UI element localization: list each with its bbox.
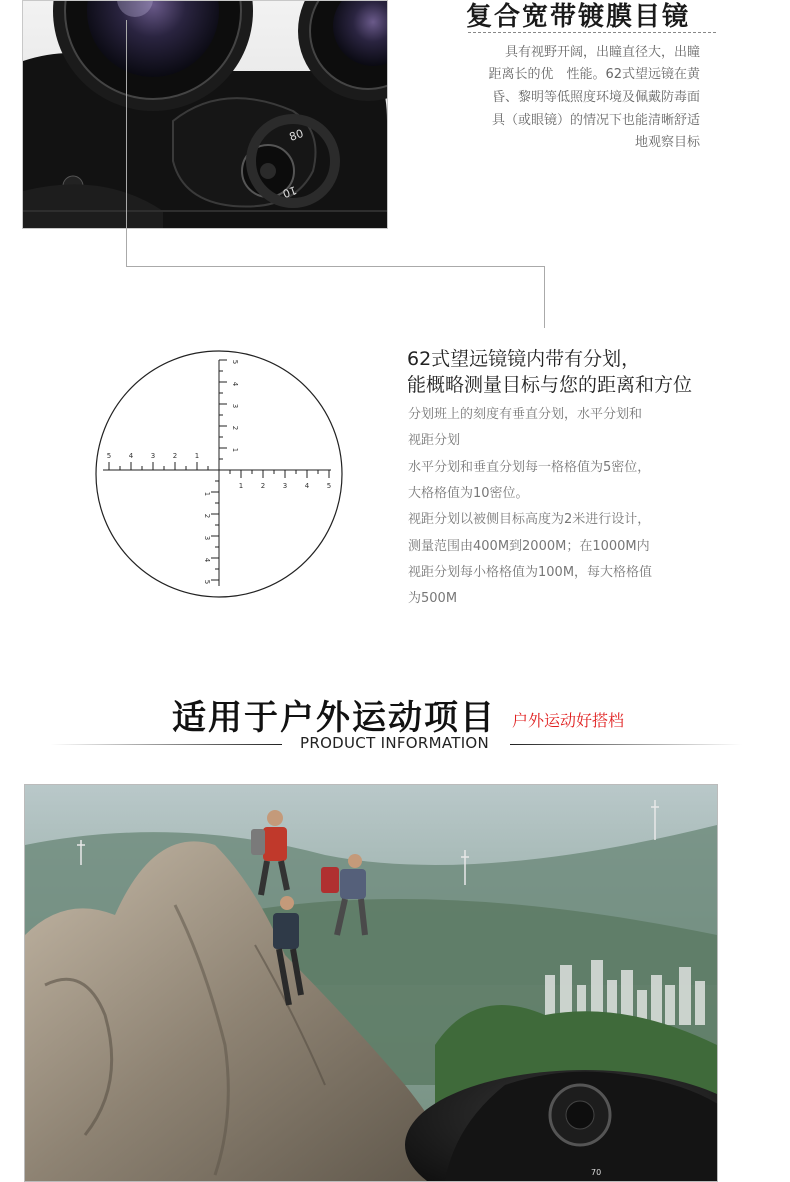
reticle-scale-label: 2 <box>231 425 239 431</box>
hikers-climbing-photo <box>24 784 718 1182</box>
reticle-scale-label: 3 <box>231 403 239 409</box>
connector-line <box>126 266 545 267</box>
connector-line <box>544 266 545 328</box>
reticle-scale-label: 1 <box>203 491 211 497</box>
reticle-scale-label: 4 <box>203 557 211 563</box>
reticle-scale-label: 1 <box>194 452 200 460</box>
reticle-scale-label: 1 <box>231 447 239 453</box>
coating-text-line: 地观察目标 <box>634 135 700 150</box>
reticle-text-line: 大格格值为10密位。 <box>408 486 529 501</box>
outdoor-section-title: 适用于户外运动项目 <box>172 698 496 738</box>
reticle-scale-label: 5 <box>203 579 211 585</box>
dial-number-10: 10 <box>280 183 299 201</box>
reticle-text-line: 分划班上的刻度有垂直分划，水平分划和 <box>408 407 643 422</box>
coating-text-line: 具有视野开阔，出瞳直径大，出瞳 <box>504 45 700 60</box>
connector-line <box>126 20 127 266</box>
coating-text-line: 距离长的优 性能。62式望远镜在黄 <box>488 67 700 82</box>
reticle-scale-label: 2 <box>172 452 178 460</box>
reticle-text-line: 视距分划 <box>408 433 461 448</box>
product-information-label: PRODUCT INFORMATION <box>300 734 490 752</box>
reticle-scale-label: 4 <box>304 482 310 490</box>
reticle-scale-label: 2 <box>260 482 266 490</box>
reticle-scale-label: 5 <box>106 452 112 460</box>
reticle-scale-label: 1 <box>238 482 244 490</box>
coating-text-line: 昏、黎明等低照度环境及佩戴防毒面 <box>491 90 700 105</box>
reticle-text-line: 为500M <box>408 591 458 606</box>
reticle-scale-label: 5 <box>326 482 332 490</box>
title-divider <box>468 32 716 33</box>
reticle-scale-label: 4 <box>128 452 134 460</box>
reticle-scale-label: 3 <box>203 535 211 541</box>
dial-number-70: 70 <box>591 1168 602 1177</box>
binocular-eyepiece-photo <box>22 0 388 229</box>
reticle-text-line: 水平分划和垂直分划每一格格值为5密位， <box>408 460 651 475</box>
reticle-text-line: 视距分划以被侧目标高度为2米进行设计， <box>408 512 651 527</box>
outdoor-section-subtitle: 户外运动好搭档 <box>512 711 625 730</box>
reticle-title-line2: 能概略测量目标与您的距离和方位 <box>407 374 693 396</box>
heading-rule-right <box>510 744 742 745</box>
reticle-scale-label: 3 <box>150 452 156 460</box>
reticle-scale-label: 5 <box>231 359 239 365</box>
reticle-title-line1: 62式望远镜镜内带有分划， <box>407 348 641 370</box>
reticle-scale-label: 3 <box>282 482 288 490</box>
reticle-text-line: 测量范围由400M到2000M；在1000M内 <box>408 539 650 554</box>
coating-title: 复合宽带镀膜目镜 <box>466 2 691 32</box>
dial-number-80: 80 <box>287 126 306 144</box>
coating-text-line: 具（或眼镜）的情况下也能清晰舒适 <box>491 113 700 128</box>
heading-rule-left <box>50 744 282 745</box>
reticle-text-line: 视距分划每小格格值为100M，每大格格值 <box>408 565 653 580</box>
reticle-diagram <box>93 348 345 600</box>
reticle-scale-label: 2 <box>203 513 211 519</box>
reticle-scale-label: 4 <box>231 381 239 387</box>
